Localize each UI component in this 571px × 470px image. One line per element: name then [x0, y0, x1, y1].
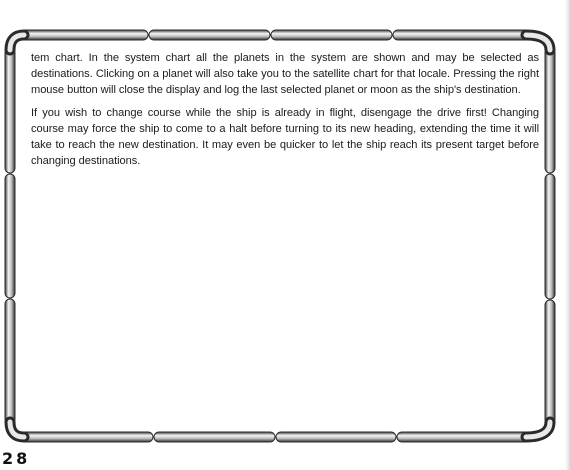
left-pipe: [5, 48, 15, 424]
page-edge-shadow: [565, 0, 571, 470]
paragraph-change-course: If you wish to change course while the ship is already in flight, disengage the drive first! Changing course may force the ship to come to a halt before turning to its new heading, extending the time it will take to reach the new destination. It may even be quicker to let the ship reach its present target before changing destinations.: [31, 107, 539, 167]
right-pipe: [545, 48, 555, 424]
top-pipe: [20, 30, 529, 40]
page-number: 28: [2, 449, 31, 468]
paragraph-system-chart: tem chart. In the system chart all the planets in the system are shown and may be selected as destinations. Clicking on a planet will also take you to the satellite chart for that locale. Pressing the right mouse button will close the display and log the last selected planet or moon as the ship's destination.: [31, 52, 539, 96]
bottom-pipe: [20, 432, 530, 442]
body-text: [31, 50, 539, 176]
